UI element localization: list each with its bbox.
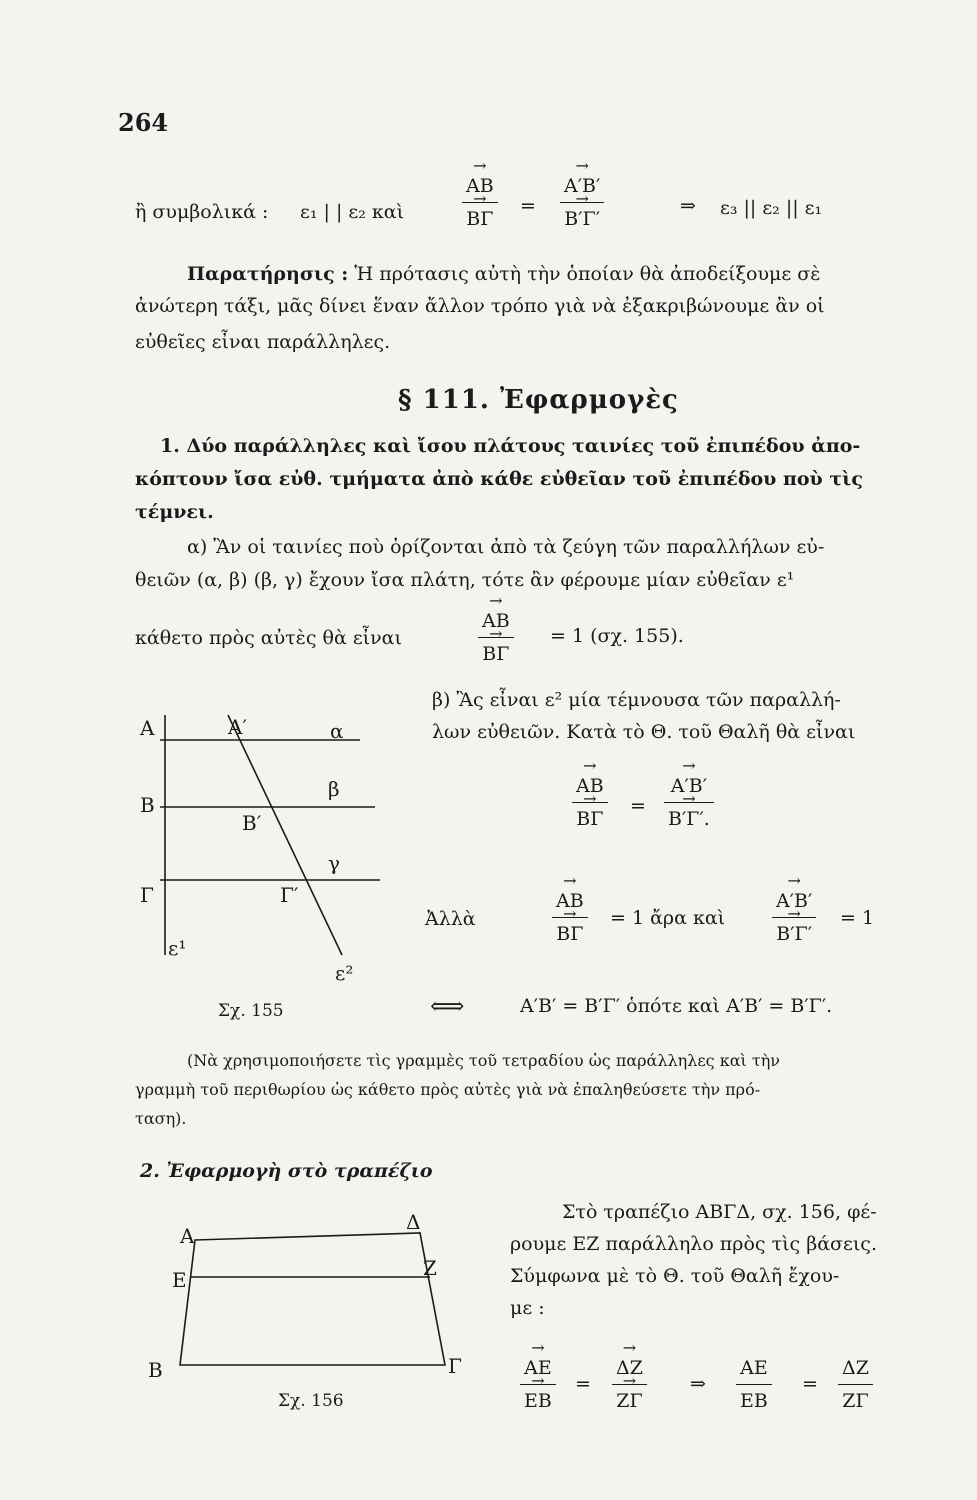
frac-denominator: → EB — [520, 1385, 556, 1417]
item1-c-fraction — [552, 885, 588, 950]
item2-title: 2. Ἐφαρμογὴ στὸ τραπέζιο — [140, 1160, 433, 1182]
frac-numerator: → AB — [552, 885, 588, 918]
trapezoid — [180, 1233, 445, 1365]
item2-line-3: Σύμφωνα μὲ τὸ Θ. τοῦ Θαλῆ ἔχου- — [510, 1265, 840, 1287]
symbolic-result: ε₃ || ε₂ || ε₁ — [720, 197, 823, 219]
label-e1: ε¹ — [168, 936, 187, 960]
item1-b-fraction-1 — [572, 770, 608, 835]
label-e2: ε² — [335, 961, 354, 985]
item2-line-4: με : — [510, 1297, 545, 1319]
frac-denominator: → ΖΓ — [612, 1385, 647, 1417]
label-beta: β — [328, 777, 340, 801]
label-Delta: Δ — [406, 1210, 421, 1234]
symbolic-implies: ⇒ — [680, 195, 696, 217]
figure-155-caption: Σχ. 155 — [218, 1001, 284, 1021]
item1-a-line-3-tail: = 1 (σχ. 155). — [550, 625, 684, 647]
frac-denominator: → ΒΓ — [462, 203, 498, 235]
item1-note-line-1: (Νὰ χρησιμοποιήσετε τὶς γραμμὲς τοῦ τετραδίου ὡς παράλληλες καὶ τὴν — [187, 1051, 781, 1070]
label-A: A — [180, 1224, 195, 1248]
label-A-prime: A′ — [228, 715, 247, 739]
item2-equals-1: = — [575, 1373, 591, 1395]
page-number: 264 — [118, 108, 169, 137]
frac-numerator: ΔΖ — [838, 1352, 873, 1385]
item1-b-fraction-2 — [664, 770, 714, 835]
item2-fraction-3 — [736, 1352, 772, 1417]
frac-denominator: → ΒΓ — [552, 918, 588, 950]
frac-numerator: → A′B′ — [664, 770, 714, 803]
figure-156-caption: Σχ. 156 — [278, 1391, 344, 1411]
section-title: § 111. Ἐφαρμογὲς — [398, 385, 679, 415]
remark-line-2: ἀνώτερη τάξι, μᾶς δίνει ἕναν ἄλλον τρόπο γιὰ νὰ ἐξακριβώνουμε ἂν οἱ — [135, 295, 825, 317]
item1-c-equation: = 1 ἄρα καὶ — [610, 907, 726, 929]
item1-a-line-2: θειῶν (α, β) (β, γ) ἔχουν ἴσα πλάτη, τότε ἂν φέρουμε μίαν εὐθεῖαν ε¹ — [135, 569, 795, 591]
frac-denominator: → ΒΓ — [478, 638, 514, 670]
label-alpha: α — [330, 719, 344, 743]
item2-line-1: Στὸ τραπέζιο ΑΒΓΔ, σχ. 156, φέ- — [562, 1201, 877, 1223]
figure-155 — [130, 690, 390, 1030]
frac-denominator: → B′Γ′. — [664, 803, 714, 835]
frac-numerator: → A′B′ — [772, 885, 816, 918]
frac-numerator: → AE — [520, 1352, 556, 1385]
item1-a-fraction — [478, 605, 514, 670]
label-gamma: γ — [328, 851, 340, 875]
label-B: B — [140, 793, 155, 817]
item1-c-fraction-2 — [772, 885, 816, 950]
frac-denominator: → ΒΓ — [572, 803, 608, 835]
frac-numerator: → A′B′ — [560, 170, 604, 203]
label-Gamma: Γ — [448, 1354, 462, 1378]
figure-156 — [140, 1205, 480, 1405]
remark-label: Παρατήρησις : — [187, 263, 349, 285]
item2-implies: ⇒ — [690, 1373, 706, 1395]
item1-note-line-2: γραμμὴ τοῦ περιθωρίου ὡς κάθετο πρὸς αὐτὲς γιὰ νὰ ἐπαληθεύσετε τὴν πρό- — [135, 1080, 761, 1099]
label-Z: Z — [423, 1256, 437, 1280]
item1-alla: Ἀλλὰ — [425, 908, 476, 930]
item2-fraction-4 — [838, 1352, 873, 1417]
item1-a-line-3: κάθετο πρὸς αὐτὲς θὰ εἶναι — [135, 627, 402, 649]
label-B: B — [148, 1358, 163, 1382]
frac-denominator: ΖΓ — [842, 1390, 869, 1412]
frac-numerator: AE — [736, 1352, 772, 1385]
symbolic-prefix: ἢ συμβολικά : — [135, 201, 269, 223]
item1-b-line-2: λων εὐθειῶν. Κατὰ τὸ Θ. τοῦ Θαλῆ θὰ εἶναι — [432, 721, 856, 743]
frac-numerator: → ΔΖ — [612, 1352, 647, 1385]
item1-conclusion: A′B′ = B′Γ′ ὁπότε καὶ A′B′ = B′Γ′. — [520, 995, 833, 1017]
item1-note-line-3: ταση). — [135, 1109, 187, 1128]
label-B-prime: B′ — [242, 811, 262, 835]
symbolic-relation: ε₁ | | ε₂ καὶ — [300, 201, 405, 223]
symbolic-fraction-2 — [560, 170, 604, 235]
item1-c-equals-one: = 1 — [840, 907, 875, 929]
symbolic-fraction-1 — [462, 170, 498, 235]
item1-title-line-3: τέμνει. — [135, 501, 214, 523]
label-G-prime: Γ′ — [280, 883, 299, 907]
remark-line-3: εὐθεῖες εἶναι παράλληλες. — [135, 331, 391, 353]
item2-fraction-2 — [612, 1352, 647, 1417]
item1-title-line-2: κόπτουν ἴσα εὐθ. τμήματα ἀπὸ κάθε εὐθεῖαν τοῦ ἐπιπέδου ποὺ τὶς — [135, 468, 863, 490]
item1-b-equals: = — [630, 795, 646, 817]
label-E: E — [172, 1268, 187, 1292]
frac-numerator: → AB — [462, 170, 498, 203]
item1-b-line-1: β) Ἂς εἶναι ε² μία τέμνουσα τῶν παραλλή- — [432, 689, 841, 711]
item2-fraction-1 — [520, 1352, 556, 1417]
item1-a-line-1: α) Ἂν οἱ ταινίες ποὺ ὁρίζονται ἀπὸ τὰ ζεύγη τῶν παραλλήλων εὐ- — [187, 536, 825, 558]
item2-equals-2: = — [802, 1373, 818, 1395]
item1-title-line-1: 1. Δύο παράλληλες καὶ ἴσου πλάτους ταινίες τοῦ ἐπιπέδου ἀπο- — [160, 435, 861, 457]
frac-denominator: → B′Γ′ — [772, 918, 816, 950]
iff-arrow: ⟺ — [430, 992, 465, 1020]
frac-denominator: → B′Γ′ — [560, 203, 604, 235]
frac-numerator: → AB — [572, 770, 608, 803]
label-G: Γ — [140, 883, 154, 907]
line-e2 — [228, 715, 342, 955]
symbolic-equals: = — [520, 195, 536, 217]
label-A: A — [140, 716, 155, 740]
item2-line-2: ρουμε ΕΖ παράλληλο πρὸς τὶς βάσεις. — [510, 1233, 877, 1255]
frac-numerator: → AB — [478, 605, 514, 638]
remark-line-1: Ἡ πρότασις αὐτὴ τὴν ὁποίαν θὰ ἀποδείξουμε σὲ — [354, 263, 821, 285]
frac-denominator: EB — [740, 1390, 768, 1412]
